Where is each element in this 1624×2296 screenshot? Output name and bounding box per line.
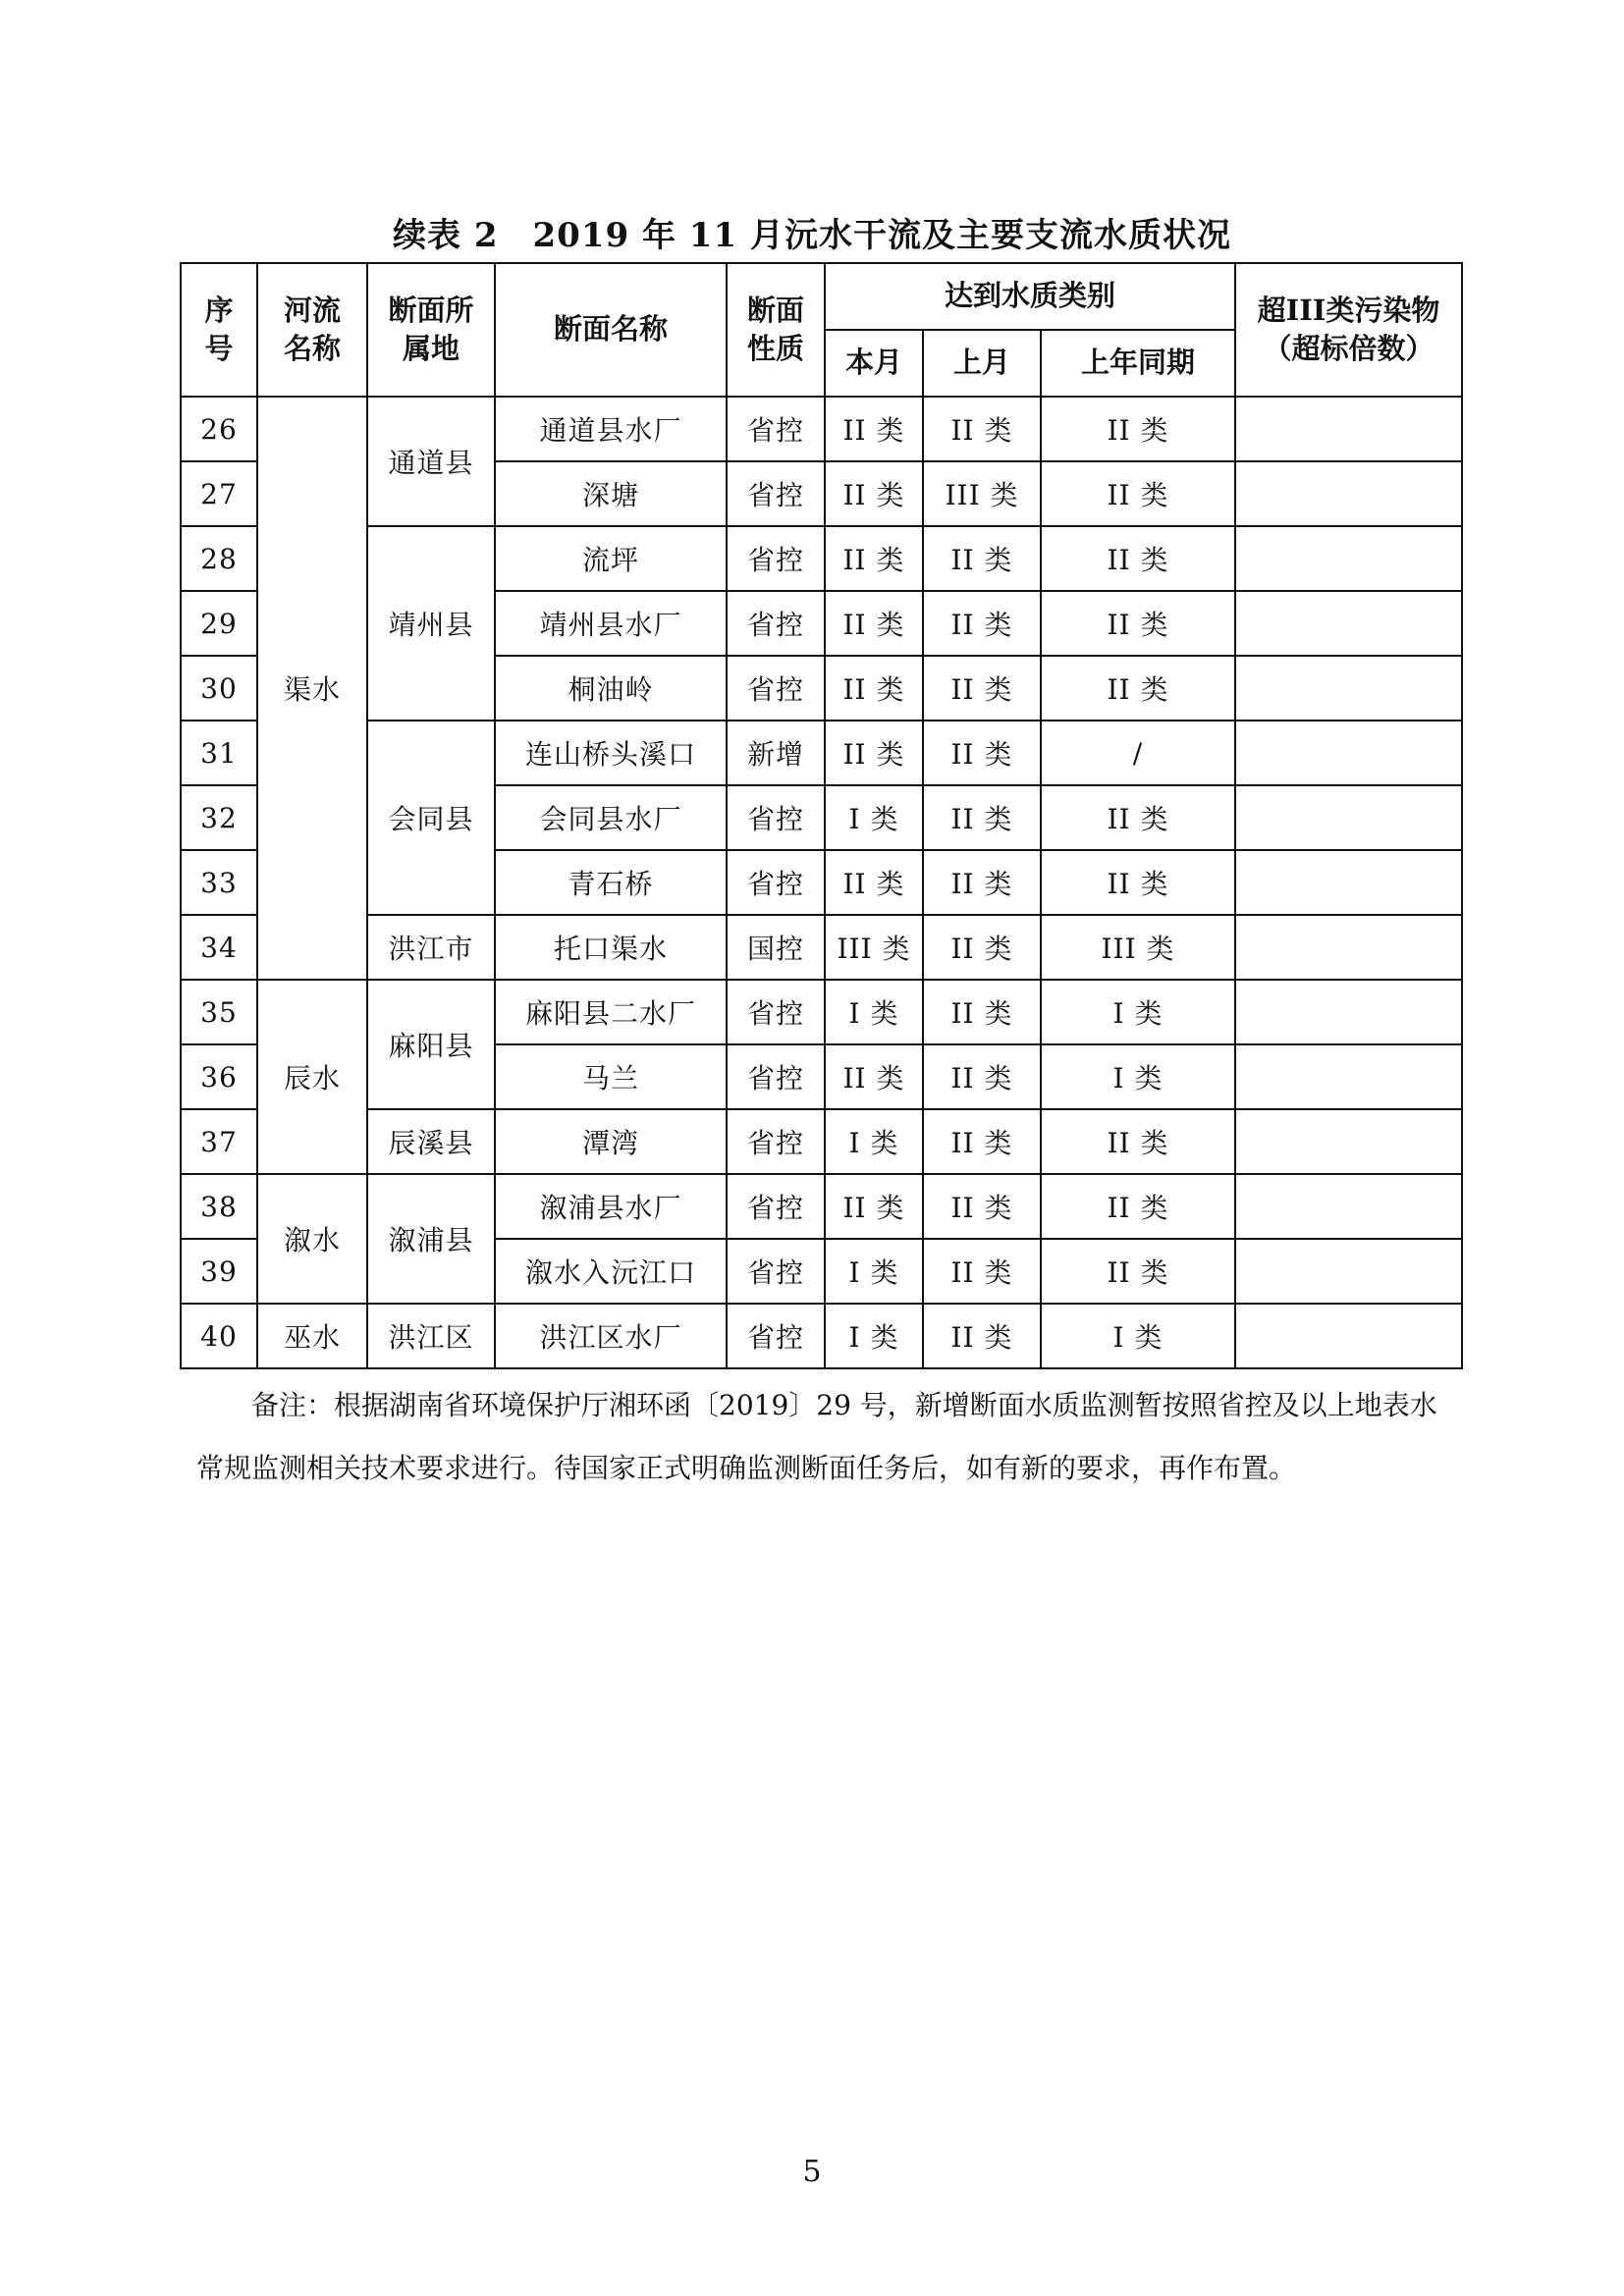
- header-quality-group: 达到水质类别: [825, 263, 1235, 330]
- pollutants-cell: [1235, 850, 1462, 915]
- section-type-cell: 省控: [727, 980, 825, 1044]
- section-type-cell: 省控: [727, 397, 825, 461]
- pollutants-cell: [1235, 915, 1462, 980]
- last-month-cell: II 类: [923, 526, 1041, 591]
- table-row: [181, 397, 1462, 461]
- area-cell: 洪江市: [367, 915, 495, 980]
- section-name-cell: 深塘: [495, 461, 727, 526]
- table-row: [181, 1304, 1462, 1368]
- section-type-cell: 省控: [727, 656, 825, 721]
- last-month-cell: II 类: [923, 980, 1041, 1044]
- section-name-cell: 青石桥: [495, 850, 727, 915]
- header-river: 河流 名称: [257, 263, 367, 397]
- last-month-cell: II 类: [923, 591, 1041, 656]
- seq-cell: 27: [181, 461, 257, 526]
- section-type-cell: 省控: [727, 1044, 825, 1109]
- last-month-cell: II 类: [923, 850, 1041, 915]
- last-year-cell: /: [1041, 721, 1235, 785]
- area-cell: 会同县: [367, 721, 495, 915]
- last-month-cell: II 类: [923, 1239, 1041, 1304]
- this-month-cell: I 类: [825, 980, 923, 1044]
- last-month-cell: II 类: [923, 721, 1041, 785]
- seq-cell: 31: [181, 721, 257, 785]
- pollutants-cell: [1235, 1239, 1462, 1304]
- table-row: [181, 980, 1462, 1044]
- area-cell: 洪江区: [367, 1304, 495, 1368]
- page-number: 5: [802, 2155, 822, 2189]
- section-name-cell: 托口渠水: [495, 915, 727, 980]
- seq-cell: 35: [181, 980, 257, 1044]
- river-cell: 巫水: [257, 1304, 367, 1368]
- river-cell: 溆水: [257, 1174, 367, 1304]
- this-month-cell: II 类: [825, 461, 923, 526]
- last-year-cell: II 类: [1041, 397, 1235, 461]
- page-title: 续表 2 2019 年 11 月沅水干流及主要支流水质状况: [393, 216, 1231, 255]
- pollutants-cell: [1235, 1304, 1462, 1368]
- section-name-cell: 潭湾: [495, 1109, 727, 1174]
- seq-cell: 26: [181, 397, 257, 461]
- table-row: [181, 526, 1462, 591]
- this-month-cell: I 类: [825, 785, 923, 850]
- last-year-cell: II 类: [1041, 591, 1235, 656]
- last-year-cell: II 类: [1041, 656, 1235, 721]
- table-row: [181, 1109, 1462, 1174]
- section-name-cell: 麻阳县二水厂: [495, 980, 727, 1044]
- section-name-cell: 洪江区水厂: [495, 1304, 727, 1368]
- this-month-cell: I 类: [825, 1109, 923, 1174]
- header-section-type: 断面 性质: [727, 263, 825, 397]
- section-name-cell: 溆浦县水厂: [495, 1174, 727, 1239]
- section-name-cell: 流坪: [495, 526, 727, 591]
- pollutants-cell: [1235, 591, 1462, 656]
- this-month-cell: II 类: [825, 1044, 923, 1109]
- seq-cell: 28: [181, 526, 257, 591]
- seq-cell: 34: [181, 915, 257, 980]
- header-seq: 序 号: [181, 263, 257, 397]
- header-section-name: 断面名称: [495, 263, 727, 397]
- last-month-cell: II 类: [923, 1304, 1041, 1368]
- pollutants-cell: [1235, 980, 1462, 1044]
- last-month-cell: III 类: [923, 461, 1041, 526]
- this-month-cell: II 类: [825, 721, 923, 785]
- last-month-cell: II 类: [923, 1044, 1041, 1109]
- last-year-cell: II 类: [1041, 526, 1235, 591]
- section-type-cell: 省控: [727, 1109, 825, 1174]
- area-cell: 通道县: [367, 397, 495, 526]
- section-name-cell: 溆水入沅江口: [495, 1239, 727, 1304]
- pollutants-cell: [1235, 461, 1462, 526]
- section-name-cell: 靖州县水厂: [495, 591, 727, 656]
- last-year-cell: III 类: [1041, 915, 1235, 980]
- this-month-cell: II 类: [825, 850, 923, 915]
- last-month-cell: II 类: [923, 397, 1041, 461]
- pollutants-cell: [1235, 1174, 1462, 1239]
- section-type-cell: 国控: [727, 915, 825, 980]
- seq-cell: 40: [181, 1304, 257, 1368]
- seq-cell: 32: [181, 785, 257, 850]
- header-same-period-last-year: 上年同期: [1041, 330, 1235, 397]
- table-row: [181, 721, 1462, 785]
- seq-cell: 33: [181, 850, 257, 915]
- seq-cell: 36: [181, 1044, 257, 1109]
- section-name-cell: 桐油岭: [495, 656, 727, 721]
- last-month-cell: II 类: [923, 1174, 1041, 1239]
- section-type-cell: 省控: [727, 591, 825, 656]
- last-year-cell: II 类: [1041, 785, 1235, 850]
- last-year-cell: I 类: [1041, 1304, 1235, 1368]
- river-cell: 渠水: [257, 397, 367, 980]
- last-month-cell: II 类: [923, 1109, 1041, 1174]
- section-type-cell: 省控: [727, 850, 825, 915]
- last-year-cell: II 类: [1041, 1174, 1235, 1239]
- this-month-cell: II 类: [825, 656, 923, 721]
- area-cell: 辰溪县: [367, 1109, 495, 1174]
- pollutants-cell: [1235, 721, 1462, 785]
- pollutants-cell: [1235, 397, 1462, 461]
- last-month-cell: II 类: [923, 656, 1041, 721]
- section-name-cell: 马兰: [495, 1044, 727, 1109]
- seq-cell: 29: [181, 591, 257, 656]
- last-year-cell: I 类: [1041, 980, 1235, 1044]
- last-month-cell: II 类: [923, 785, 1041, 850]
- table-row: [181, 1174, 1462, 1239]
- last-year-cell: II 类: [1041, 850, 1235, 915]
- pollutants-cell: [1235, 785, 1462, 850]
- section-type-cell: 省控: [727, 785, 825, 850]
- water-quality-table: [180, 262, 1463, 1369]
- header-pollutants: 超III类污染物 （超标倍数）: [1235, 263, 1462, 397]
- this-month-cell: II 类: [825, 591, 923, 656]
- last-year-cell: II 类: [1041, 1239, 1235, 1304]
- seq-cell: 30: [181, 656, 257, 721]
- seq-cell: 37: [181, 1109, 257, 1174]
- river-cell: 辰水: [257, 980, 367, 1174]
- area-cell: 溆浦县: [367, 1174, 495, 1304]
- section-name-cell: 连山桥头溪口: [495, 721, 727, 785]
- last-year-cell: II 类: [1041, 1109, 1235, 1174]
- section-name-cell: 会同县水厂: [495, 785, 727, 850]
- this-month-cell: II 类: [825, 1174, 923, 1239]
- table-note: 备注：根据湖南省环境保护厅湘环函〔2019〕29 号，新增断面水质监测暂按照省控及以上地表水常规监测相关技术要求进行。待国家正式明确监测断面任务后，如有新的要求，再作布置。: [196, 1389, 1437, 1484]
- header-this-month: 本月: [825, 330, 923, 397]
- area-cell: 靖州县: [367, 526, 495, 721]
- seq-cell: 39: [181, 1239, 257, 1304]
- this-month-cell: II 类: [825, 526, 923, 591]
- this-month-cell: II 类: [825, 397, 923, 461]
- this-month-cell: I 类: [825, 1239, 923, 1304]
- header-area: 断面所 属地: [367, 263, 495, 397]
- pollutants-cell: [1235, 1109, 1462, 1174]
- area-cell: 麻阳县: [367, 980, 495, 1109]
- header-last-month: 上月: [923, 330, 1041, 397]
- table-row: [181, 915, 1462, 980]
- last-month-cell: II 类: [923, 915, 1041, 980]
- pollutants-cell: [1235, 1044, 1462, 1109]
- pollutants-cell: [1235, 656, 1462, 721]
- section-type-cell: 省控: [727, 1304, 825, 1368]
- section-type-cell: 省控: [727, 1239, 825, 1304]
- section-type-cell: 省控: [727, 1174, 825, 1239]
- section-type-cell: 省控: [727, 461, 825, 526]
- section-type-cell: 新增: [727, 721, 825, 785]
- section-type-cell: 省控: [727, 526, 825, 591]
- seq-cell: 38: [181, 1174, 257, 1239]
- section-name-cell: 通道县水厂: [495, 397, 727, 461]
- last-year-cell: I 类: [1041, 1044, 1235, 1109]
- this-month-cell: III 类: [825, 915, 923, 980]
- pollutants-cell: [1235, 526, 1462, 591]
- last-year-cell: II 类: [1041, 461, 1235, 526]
- this-month-cell: I 类: [825, 1304, 923, 1368]
